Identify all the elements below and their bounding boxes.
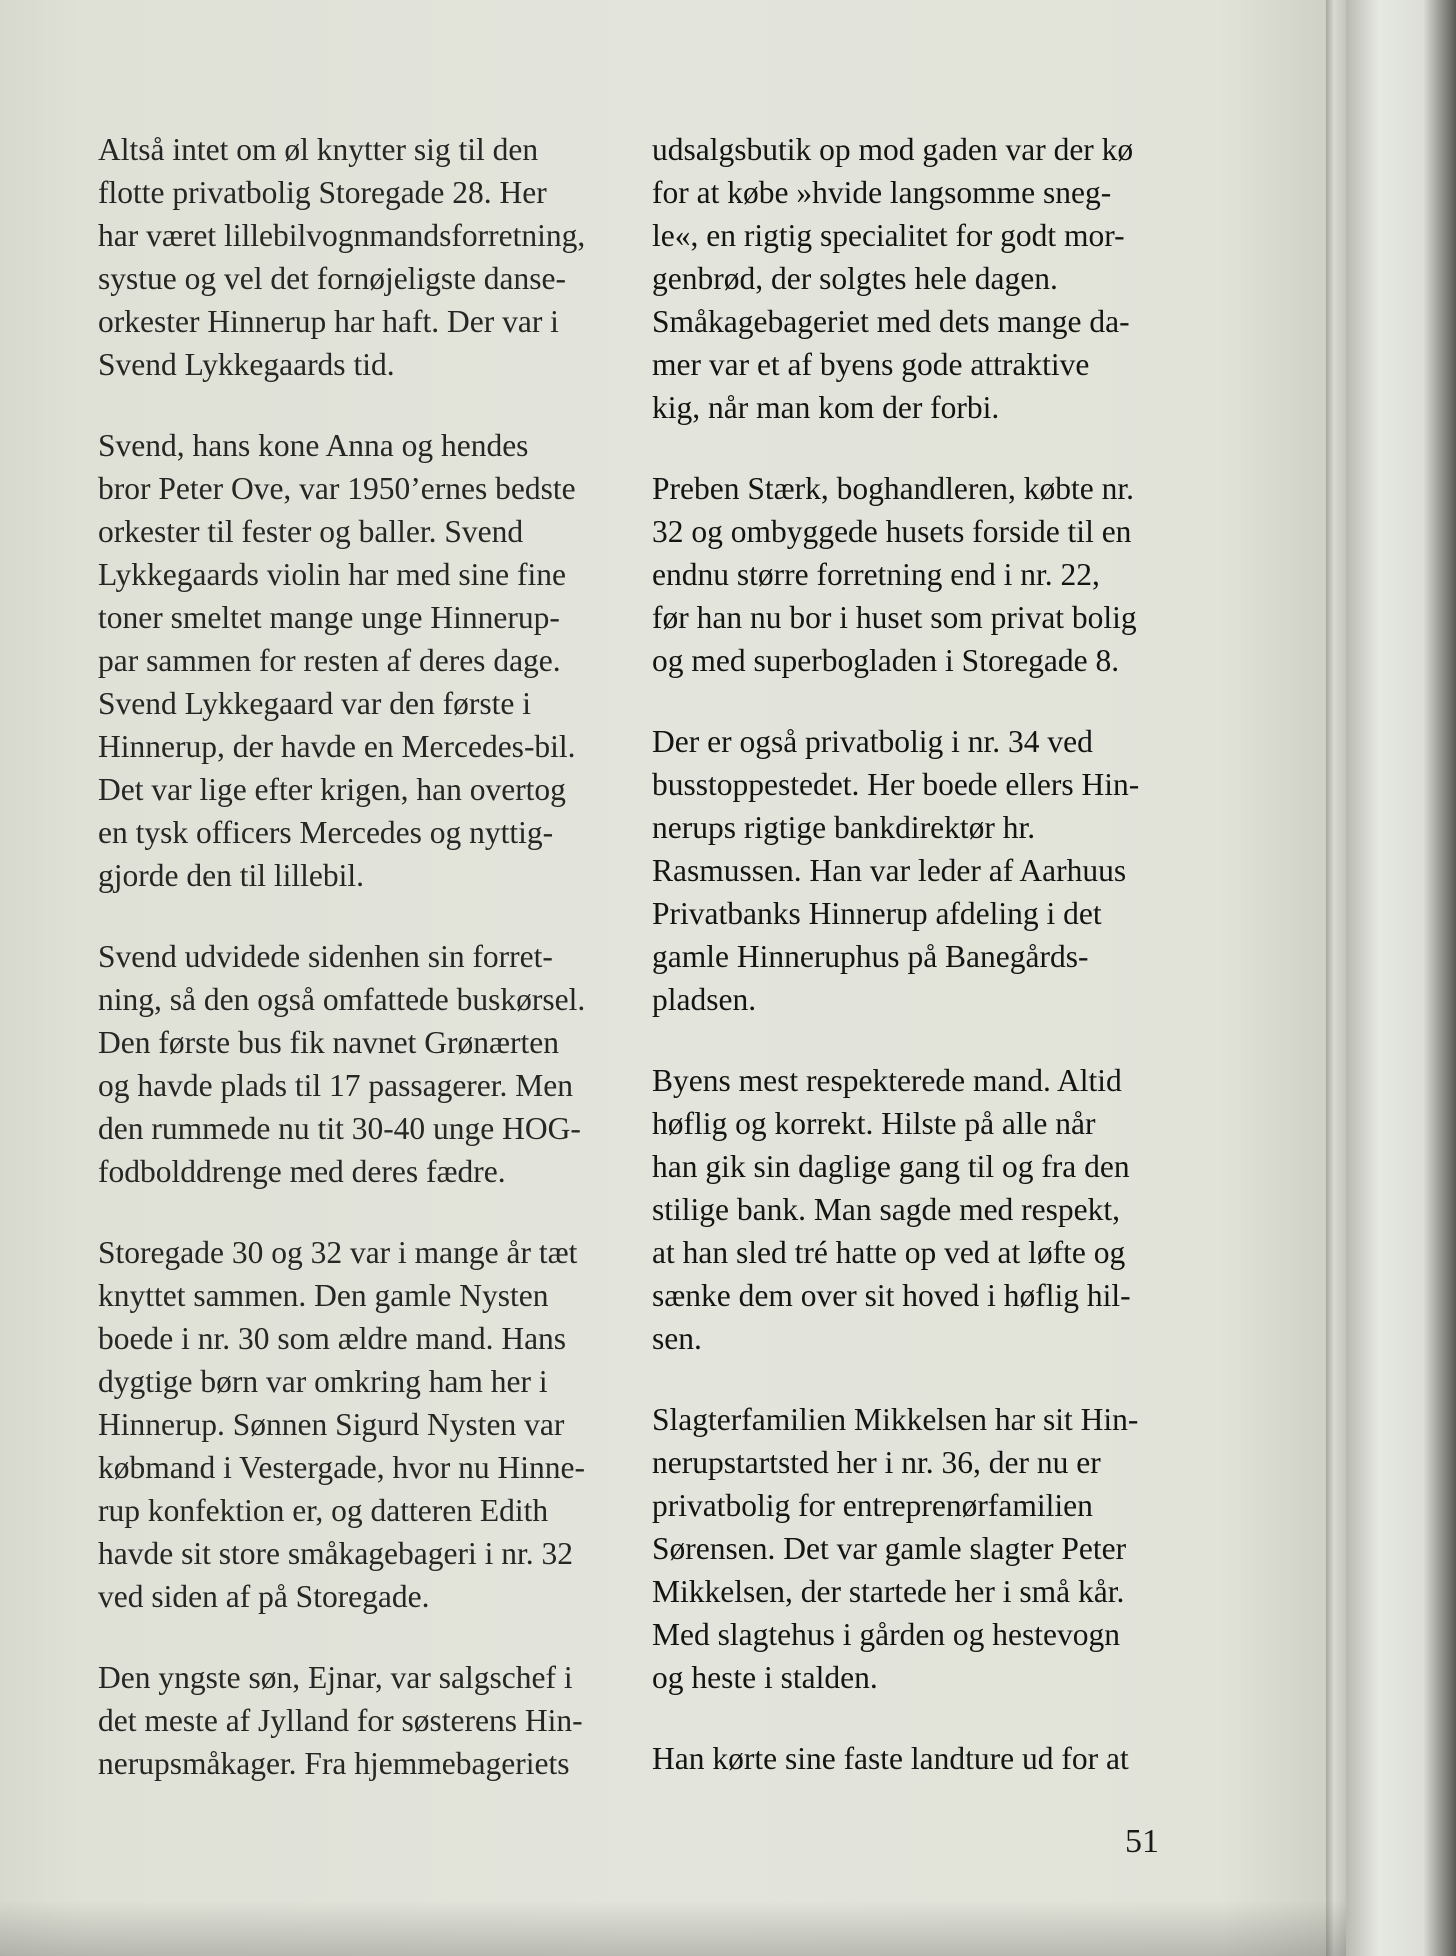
text-line: Mikkelsen, der startede her i små kår.: [652, 1574, 1125, 1609]
text-line: Svend udvidede sidenhen sin forret-: [98, 939, 553, 974]
text-line: orkester Hinnerup har haft. Der var i: [98, 304, 559, 339]
text-line: Hinnerup, der havde en Mercedes-bil.: [98, 729, 576, 764]
text-line: for at købe »hvide langsomme sneg-: [652, 175, 1112, 210]
text-line: le«, en rigtig specialitet for godt mor-: [652, 218, 1125, 253]
text-line: gamle Hinneruphus på Banegårds-: [652, 939, 1089, 974]
text-line: havde sit store småkagebageri i nr. 32: [98, 1536, 573, 1571]
paragraph: [652, 720, 1172, 1021]
text-line: kig, når man kom der forbi.: [652, 390, 1000, 425]
paragraph: [98, 424, 608, 897]
text-line: mer var et af byens gode attraktive: [652, 347, 1090, 382]
text-line: Slagterfamilien Mikkelsen har sit Hin-: [652, 1402, 1139, 1437]
text-line: busstoppestedet. Her boede ellers Hin-: [652, 767, 1140, 802]
text-line: sænke dem over sit hoved i høflig hil-: [652, 1278, 1131, 1313]
text-line: genbrød, der solgtes hele dagen.: [652, 261, 1058, 296]
paragraph: [652, 1059, 1172, 1360]
text-line: boede i nr. 30 som ældre mand. Hans: [98, 1321, 567, 1356]
underlying-pages: [1346, 0, 1456, 1956]
text-line: par sammen for resten af deres dage.: [98, 643, 561, 678]
paragraph: [98, 1231, 608, 1618]
text-line: Med slagtehus i gården og hestevogn: [652, 1617, 1121, 1652]
text-line: og havde plads til 17 passagerer. Men: [98, 1068, 574, 1103]
paragraph: [652, 1398, 1172, 1699]
text-line: Svend Lykkegaards tid.: [98, 347, 395, 382]
paragraph: [652, 128, 1172, 429]
text-line: købmand i Vestergade, hvor nu Hinne-: [98, 1450, 585, 1485]
text-line: ved siden af på Storegade.: [98, 1579, 430, 1614]
text-line: den rummede nu tit 30-40 unge HOG-: [98, 1111, 581, 1146]
text-line: nerupsmåkager. Fra hjemmebageriets: [98, 1746, 570, 1781]
text-line: Sørensen. Det var gamle slagter Peter: [652, 1531, 1127, 1566]
text-line: nerupstartsted her i nr. 36, der nu er: [652, 1445, 1101, 1480]
right-text-column: [652, 128, 1172, 1818]
text-line: fodbolddrenge med deres fædre.: [98, 1154, 506, 1189]
text-line: en tysk officers Mercedes og nyttig-: [98, 815, 554, 850]
text-line: Preben Stærk, boghandleren, købte nr.: [652, 471, 1135, 506]
text-line: Lykkegaards violin har med sine fine: [98, 557, 566, 592]
text-line: Den første bus fik navnet Grønærten: [98, 1025, 560, 1060]
text-line: Privatbanks Hinnerup afdeling i det: [652, 896, 1102, 931]
text-line: Det var lige efter krigen, han overtog: [98, 772, 566, 807]
page-bottom-shadow: [0, 1900, 1346, 1956]
text-line: Svend Lykkegaard var den første i: [98, 686, 531, 721]
text-line: dygtige børn var omkring ham her i: [98, 1364, 548, 1399]
text-line: Der er også privatbolig i nr. 34 ved: [652, 724, 1093, 759]
text-line: og med superbogladen i Storegade 8.: [652, 643, 1120, 678]
text-line: han gik sin daglige gang til og fra den: [652, 1149, 1130, 1184]
text-line: Storegade 30 og 32 var i mange år tæt: [98, 1235, 578, 1270]
left-text-column: [98, 128, 608, 1823]
text-line: det meste af Jylland for søsterens Hin-: [98, 1703, 583, 1738]
text-line: privatbolig for entreprenørfamilien: [652, 1488, 1093, 1523]
text-line: og heste i stalden.: [652, 1660, 878, 1695]
text-line: pladsen.: [652, 982, 757, 1017]
text-line: før han nu bor i huset som privat bolig: [652, 600, 1137, 635]
text-line: Småkagebageriet med dets mange da-: [652, 304, 1130, 339]
text-line: bror Peter Ove, var 1950’ernes bedste: [98, 471, 576, 506]
text-line: stilige bank. Man sagde med respekt,: [652, 1192, 1121, 1227]
paragraph: [652, 1737, 1172, 1780]
page-edge: [1326, 0, 1346, 1956]
text-line: høflig og korrekt. Hilste på alle når: [652, 1106, 1096, 1141]
text-line: at han sled tré hatte op ved at løfte og: [652, 1235, 1126, 1270]
text-line: endnu større forretning end i nr. 22,: [652, 557, 1100, 592]
text-line: knyttet sammen. Den gamle Nysten: [98, 1278, 549, 1313]
text-line: gjorde den til lillebil.: [98, 858, 364, 893]
text-line: toner smeltet mange unge Hinnerup-: [98, 600, 560, 635]
text-line: systue og vel det fornøjeligste danse-: [98, 261, 567, 296]
page-number: 51: [1125, 1823, 1159, 1860]
text-line: rup konfektion er, og datteren Edith: [98, 1493, 549, 1528]
text-line: orkester til fester og baller. Svend: [98, 514, 524, 549]
text-line: ning, så den også omfattede buskørsel.: [98, 982, 586, 1017]
paragraph: [98, 935, 608, 1193]
text-line: Den yngste søn, Ejnar, var salgschef i: [98, 1660, 573, 1695]
text-line: Rasmussen. Han var leder af Aarhuus: [652, 853, 1127, 888]
paragraph: [652, 467, 1172, 682]
text-line: Han kørte sine faste landture ud for at: [652, 1741, 1129, 1776]
text-line: Byens mest respekterede mand. Altid: [652, 1063, 1122, 1098]
text-line: udsalgsbutik op mod gaden var der kø: [652, 132, 1134, 167]
text-line: flotte privatbolig Storegade 28. Her: [98, 175, 547, 210]
text-line: sen.: [652, 1321, 702, 1356]
text-line: Hinnerup. Sønnen Sigurd Nysten var: [98, 1407, 565, 1442]
paragraph: [98, 1656, 608, 1785]
text-line: Svend, hans kone Anna og hendes: [98, 428, 529, 463]
text-line: 32 og ombyggede husets forside til en: [652, 514, 1132, 549]
text-line: nerups rigtige bankdirektør hr.: [652, 810, 1036, 845]
paragraph: [98, 128, 608, 386]
text-line: har været lillebilvognmandsforretning,: [98, 218, 586, 253]
text-line: Altså intet om øl knytter sig til den: [98, 132, 539, 167]
